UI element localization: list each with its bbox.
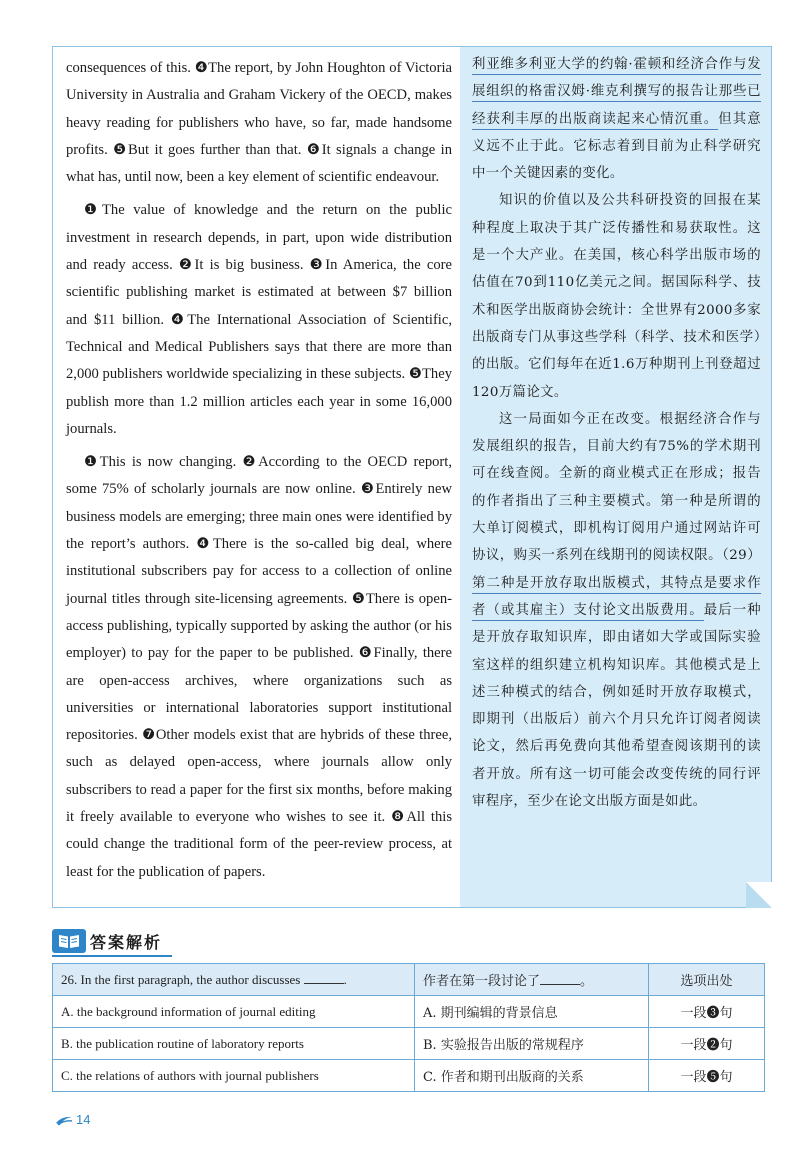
table-row [53, 1060, 765, 1092]
english-text-column [53, 47, 460, 907]
chinese-paragraph-1-rest: 但其意义远不止于此。它标志着到目前为止科学研究中一个关键因素的变化。 [472, 111, 761, 182]
swoosh-icon [55, 1114, 73, 1126]
table-header-row [53, 964, 765, 996]
section-heading [52, 928, 162, 954]
answer-blank [304, 971, 344, 984]
page-footer [55, 1112, 90, 1127]
page-fold-shadow [746, 882, 772, 908]
answer-blank-cn [540, 972, 580, 985]
chinese-paragraph-1 [472, 51, 761, 187]
table-row [53, 996, 765, 1028]
underlined-translation-1: 利亚维多利亚大学的约翰·霍顿和经济合作与发展组织的格雷汉姆·维克利撰写的报告让那些已经获利丰厚的出版商读起来心情沉重。 [472, 57, 761, 130]
section-underline [52, 955, 172, 957]
chinese-translation-column [460, 47, 771, 907]
english-paragraph-1: consequences of this. ❹The report, by John Houghton of Victoria University in Australia and Graham Vickery of the OECD, makes heavy reading for publishers who have, so far, made handsome profits. ❺But it goes further than that. ❻It signals a change in what has, until now, been a key element of scientific endeavour. [66, 60, 452, 186]
english-paragraph-2: ❶The value of knowledge and the return on the public investment in research depends, in part, upon wide distribution and ready access. ❷It is big business. ❸In America, the core scientific publishing market is estimated at between $7 billion and $11 billion. ❹The International Association of Scientific, Technical and Medical Publishers says that there are more than 2,000 publishers worldwide specializing in these subjects. ❺They publish more than 1.2 million articles each year in some 16,000 journals. [66, 202, 452, 437]
chinese-paragraph-2: 知识的价值以及公共科研投资的回报在某种程度上取决于其广泛传播性和易获取性。这是一个大产业。在美国，核心科学出版市场的估值在70到110亿美元之间。据国际科学、技术和医学出版商协会统计：全世界有2000多家出版商专门从事这些学科（科学、技术和医学）的出版。它们每年在近1.6万种期刊上刊登超过120万篇论文。 [472, 193, 761, 400]
option-english: B. the publication routine of laboratory reports [53, 1028, 415, 1060]
book-icon [52, 929, 86, 953]
option-english: A. the background information of journal editing [53, 996, 415, 1028]
answer-analysis-table [52, 963, 765, 1092]
option-chinese: B. 实验报告出版的常规程序 [415, 1028, 649, 1060]
option-chinese: A. 期刊编辑的背景信息 [415, 996, 649, 1028]
option-chinese: C. 作者和期刊出版商的关系 [415, 1060, 649, 1092]
english-paragraph-3: ❶This is now changing. ❷According to the OECD report, some 75% of scholarly journals are now online. ❸Entirely new business models are emerging; three main ones were identified by the report’s authors. ❹There is the so-called big deal, where institutional subscribers pay for access to a collection of online journal titles through site-licensing agreements. ❺There is open-access publishing, typically supported by asking the author (or his employer) to pay for the paper to be published. ❻Finally, there are open-access archives, where organizations such as universities or international laboratories support institutional repositories. ❼Other models exist that are hybrids of these three, such as delayed open-access, where journals allow only subscribers to read a paper for the first six months, before making it freely available to everyone who wishes to see it. ❽All this could change the traditional form of the peer-review process, at least for the publication of papers. [66, 454, 452, 880]
source-column-header: 选项出处 [649, 964, 765, 996]
page-number: 14 [76, 1112, 91, 1127]
chinese-paragraph-3 [472, 406, 761, 815]
table-row [53, 1028, 765, 1060]
chinese-paragraph-3-before: 这一局面如今正在改变。根据经济合作与发展组织的报告，目前大约有75%的学术期刊可在线查阅。全新的商业模式正在形成；报告的作者指出了三种主要模式。第一种是所谓的大单订阅模式，即机构订阅用户通过网站许可协议，购买一系列在线期刊的阅读权限。（29） [472, 411, 761, 564]
question-chinese: 作者在第一段讨论了 。 [415, 964, 649, 996]
bilingual-reading-panel [52, 46, 772, 908]
option-source: 一段❺句 [649, 1060, 765, 1092]
underlined-translation-29: 第二种是开放存取出版模式，其特点是要求作者（或其雇主）支付论文出版费用。 [472, 576, 761, 621]
option-english: C. the relations of authors with journal publishers [53, 1060, 415, 1092]
option-source: 一段❸句 [649, 996, 765, 1028]
chinese-paragraph-3-after: 最后一种是开放存取知识库，即由诸如大学或国际实验室这样的组织建立机构知识库。其他模式是上述三种模式的结合，例如延时开放存取模式，即期刊（出版后）前六个月只允许订阅者阅读论文，然后再免费向其他希望查阅该期刊的读者开放。所有这一切可能会改变传统的同行评审程序，至少在论文出版方面是如此。 [472, 602, 761, 810]
option-source: 一段❷句 [649, 1028, 765, 1060]
section-title: 答案解析 [90, 932, 163, 952]
question-english: 26. In the first paragraph, the author discusses . [53, 964, 415, 996]
